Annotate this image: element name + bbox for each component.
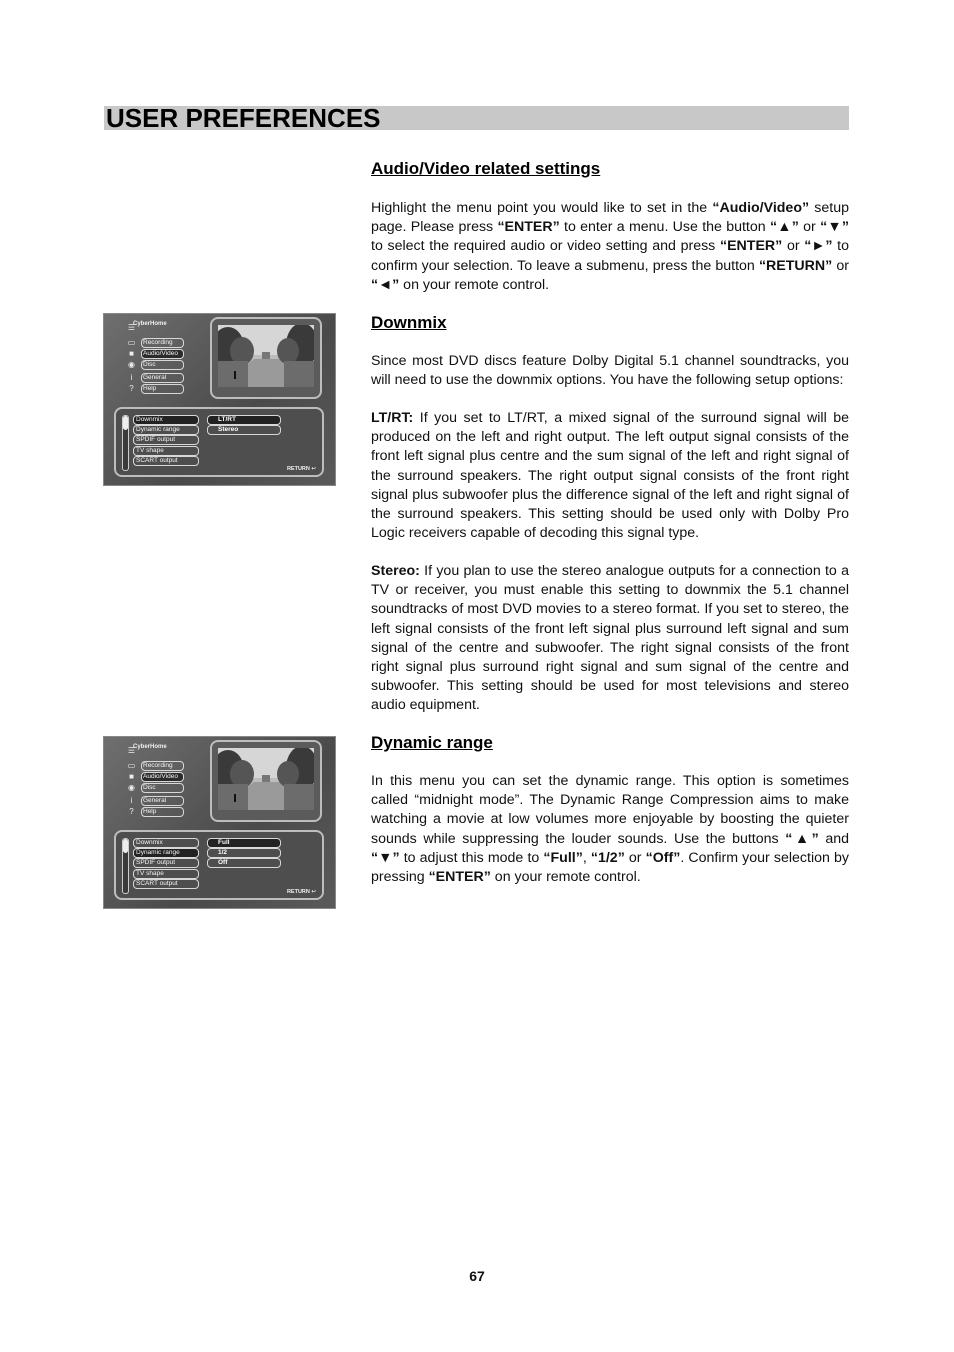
menu-item-general[interactable]: General bbox=[141, 796, 184, 806]
option-ltrt[interactable]: LT/RT bbox=[207, 415, 281, 425]
general-icon: i bbox=[130, 373, 133, 382]
return-button[interactable]: RETURN ↩ bbox=[286, 466, 316, 472]
menu-item-audio-video[interactable]: Audio/Video bbox=[141, 349, 184, 359]
submenu-panel bbox=[114, 830, 324, 900]
submenu-item-spdif-output[interactable]: SPDIF output bbox=[133, 858, 199, 868]
option-off[interactable]: Off bbox=[207, 858, 281, 868]
main-menu bbox=[113, 741, 201, 821]
heading-av-settings: Audio/Video related settings bbox=[371, 159, 601, 178]
paragraph-stereo: Stereo: If you plan to use the stereo analogue outputs for a connection to a TV or receiver, you must enable this setting to downmix the 5.1 channel soundtracks of most DVD movies to a stereo format. If you set to stereo, the left signal consists of the front left signal plus surround left signal and sum signal of the centre and subwoofer. The right signal consists of the front right signal plus surround right signal and sum signal of the centre and subwoofer. This setting should be used for most televisions and stereo audio equipment. bbox=[371, 563, 849, 714]
park-scene-image bbox=[218, 748, 314, 810]
main-menu bbox=[113, 318, 201, 398]
return-arrow-icon: ↩ bbox=[311, 889, 316, 895]
submenu-item-scart-output[interactable]: SCART output bbox=[133, 879, 199, 889]
recording-icon: ▭ bbox=[127, 338, 136, 347]
menu-icon: ☰ bbox=[127, 746, 136, 755]
recording-icon: ▭ bbox=[127, 761, 136, 770]
preview-window bbox=[210, 740, 322, 822]
menu-item-audio-video[interactable]: Audio/Video bbox=[141, 772, 184, 782]
disc-icon: ◉ bbox=[128, 360, 135, 369]
menu-item-disc[interactable]: Disc bbox=[141, 360, 184, 370]
submenu-item-tv-shape[interactable]: TV shape bbox=[133, 446, 199, 456]
option-full[interactable]: Full bbox=[207, 838, 281, 848]
paragraph-ltrt: LT/RT: If you set to LT/RT, a mixed signal of the surround signal will be produced on the left and right output. The left output signal consists of the front left signal plus centre and the sum signal of the left and right signal of the surround speakers. The right output signal consists of the front right signal plus subwoofer plus the difference signal of the left and right signal of the surround speakers. This setting should be used only with Dolby Pro Logic receivers capable of decoding this signal type. bbox=[371, 410, 849, 542]
submenu-item-scart-output[interactable]: SCART output bbox=[133, 456, 199, 466]
submenu-item-spdif-output[interactable]: SPDIF output bbox=[133, 435, 199, 445]
osd-screenshot-dynamic-range bbox=[103, 736, 336, 909]
return-arrow-icon: ↩ bbox=[311, 466, 316, 472]
heading-dynamic-range: Dynamic range bbox=[371, 733, 493, 752]
scrollbar[interactable] bbox=[122, 415, 129, 471]
menu-item-recording[interactable]: Recording bbox=[141, 761, 184, 771]
page-number: 67 bbox=[469, 1268, 485, 1284]
option-half[interactable]: 1/2 bbox=[207, 848, 281, 858]
menu-item-general[interactable]: General bbox=[141, 373, 184, 383]
menu-item-recording[interactable]: Recording bbox=[141, 338, 184, 348]
menu-item-disc[interactable]: Disc bbox=[141, 783, 184, 793]
brand-logo: CyberHome bbox=[133, 744, 167, 750]
paragraph-dynamic-range: In this menu you can set the dynamic range. This option is sometimes called “midnight mode”. The Dynamic Range Compression aims to make watching a movie at low volumes more enjoyable by boosting the quieter sounds while suppressing the louder sounds. Use the buttons “▲” and “▼” to adjust this mode to “Full”, “1/2” or “Off”. Confirm your selection by pressing “ENTER” on your remote control. bbox=[371, 773, 850, 886]
park-scene-image bbox=[218, 325, 314, 387]
page-title: USER PREFERENCES bbox=[106, 103, 381, 133]
general-icon: i bbox=[130, 796, 133, 805]
paragraph-av-settings: Highlight the menu point you would like to set in the “Audio/Video” setup page. Please press “ENTER” to enter a menu. Use the button “▲” or “▼” to select the required audio or video setting and press “ENTER” or “►” to confirm your selection. To leave a submenu, press the button “RETURN” or “◄” on your remote control. bbox=[371, 200, 850, 293]
submenu-item-tv-shape[interactable]: TV shape bbox=[133, 869, 199, 879]
option-stereo[interactable]: Stereo bbox=[207, 425, 281, 435]
audio-video-icon: ■ bbox=[129, 772, 134, 781]
audio-video-icon: ■ bbox=[129, 349, 134, 358]
help-icon: ? bbox=[129, 807, 134, 816]
preview-image bbox=[218, 325, 314, 387]
submenu-item-dynamic-range[interactable]: Dynamic range bbox=[133, 425, 199, 435]
return-button[interactable]: RETURN ↩ bbox=[286, 889, 316, 895]
submenu-item-downmix[interactable]: Downmix bbox=[133, 415, 199, 425]
preview-image bbox=[218, 748, 314, 810]
help-icon: ? bbox=[129, 384, 134, 393]
menu-item-help[interactable]: Help bbox=[141, 384, 184, 394]
brand-logo: CyberHome bbox=[133, 321, 167, 327]
submenu-item-dynamic-range[interactable]: Dynamic range bbox=[133, 848, 199, 858]
heading-downmix: Downmix bbox=[371, 313, 447, 332]
menu-item-help[interactable]: Help bbox=[141, 807, 184, 817]
submenu-item-downmix[interactable]: Downmix bbox=[133, 838, 199, 848]
submenu-panel bbox=[114, 407, 324, 477]
title-bar bbox=[104, 103, 849, 133]
disc-icon: ◉ bbox=[128, 783, 135, 792]
osd-screenshot-downmix bbox=[103, 313, 336, 486]
menu-icon: ☰ bbox=[127, 323, 136, 332]
preview-window bbox=[210, 317, 322, 399]
scrollbar[interactable] bbox=[122, 838, 129, 894]
paragraph-downmix-intro: Since most DVD discs feature Dolby Digital 5.1 channel soundtracks, you will need to use the downmix options. You have the following setup options: bbox=[371, 353, 849, 389]
